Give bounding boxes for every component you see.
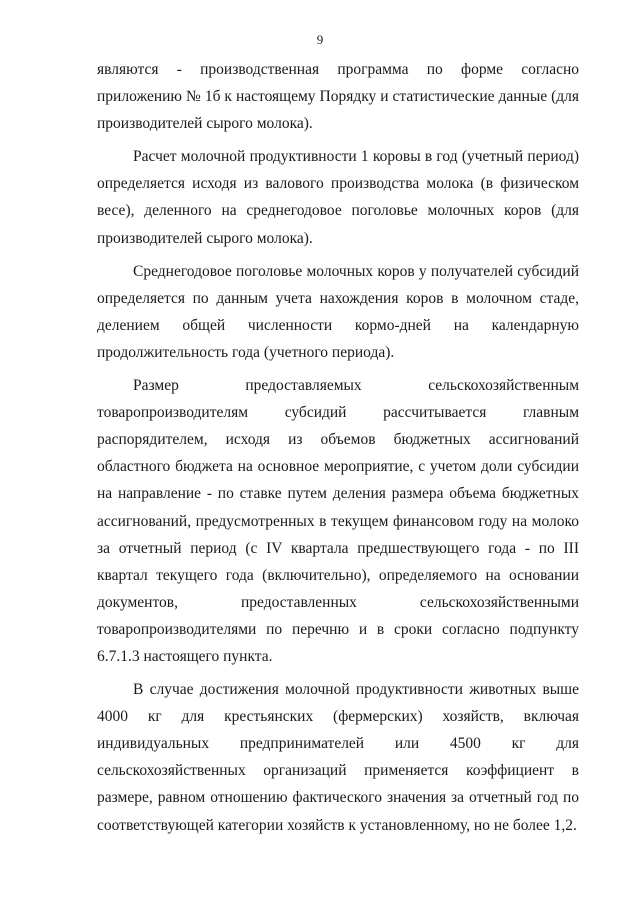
paragraph-subsidy-amount: Размер предоставляемых сельскохозяйственным товаропроизводителям субсидий рассчитывается главным распорядителем, исходя из объемов бюджетных ассигнований областного бюджета на основное мероприятие, с учетом доли субсидии на направление - по ставке путем деления размера объема бюджетных ассигнований, предусмотренных в текущем финансовом году на молоко за отчетный период (с IV квартала предшествующего года - по III квартал текущего года (включительно), определяемого на основании документов, предоставленных сельскохозяйственными товаропроизводителями по перечню и в сроки согласно подпункту 6.7.1.3 настоящего пункта.	[97, 377, 579, 665]
page-number: 9	[316, 32, 324, 47]
paragraph-average-herd-size: Среднегодовое поголовье молочных коров у получателей субсидий определяется по данным учета нахождения коров в молочном стаде, делением общей численности кормо-дней на календарную продолжительность года (учетного периода).	[97, 262, 579, 361]
paragraph-productivity-coefficient: В случае достижения молочной продуктивности животных выше 4000 кг для крестьянских (фермерских) хозяйств, включая индивидуальных предпринимателей или 4500 кг для сельскохозяйственных организаций применяется коэффициент в размере, равном отношению фактического значения за отчетный год по соответствующей категории хозяйств к установленному, но не более 1,2.	[97, 681, 579, 834]
document-body	[97, 56, 579, 845]
paragraph-continuation: являются - производственная программа по форме согласно приложению № 1б к настоящему Порядку и статистические данные (для производителей сырого молока).	[97, 61, 579, 133]
paragraph-milk-productivity-calculation: Расчет молочной продуктивности 1 коровы в год (учетный период) определяется исходя из валового производства молока (в физическом весе), деленного на среднегодовое поголовье молочных коров (для производителей сырого молока).	[97, 148, 579, 247]
